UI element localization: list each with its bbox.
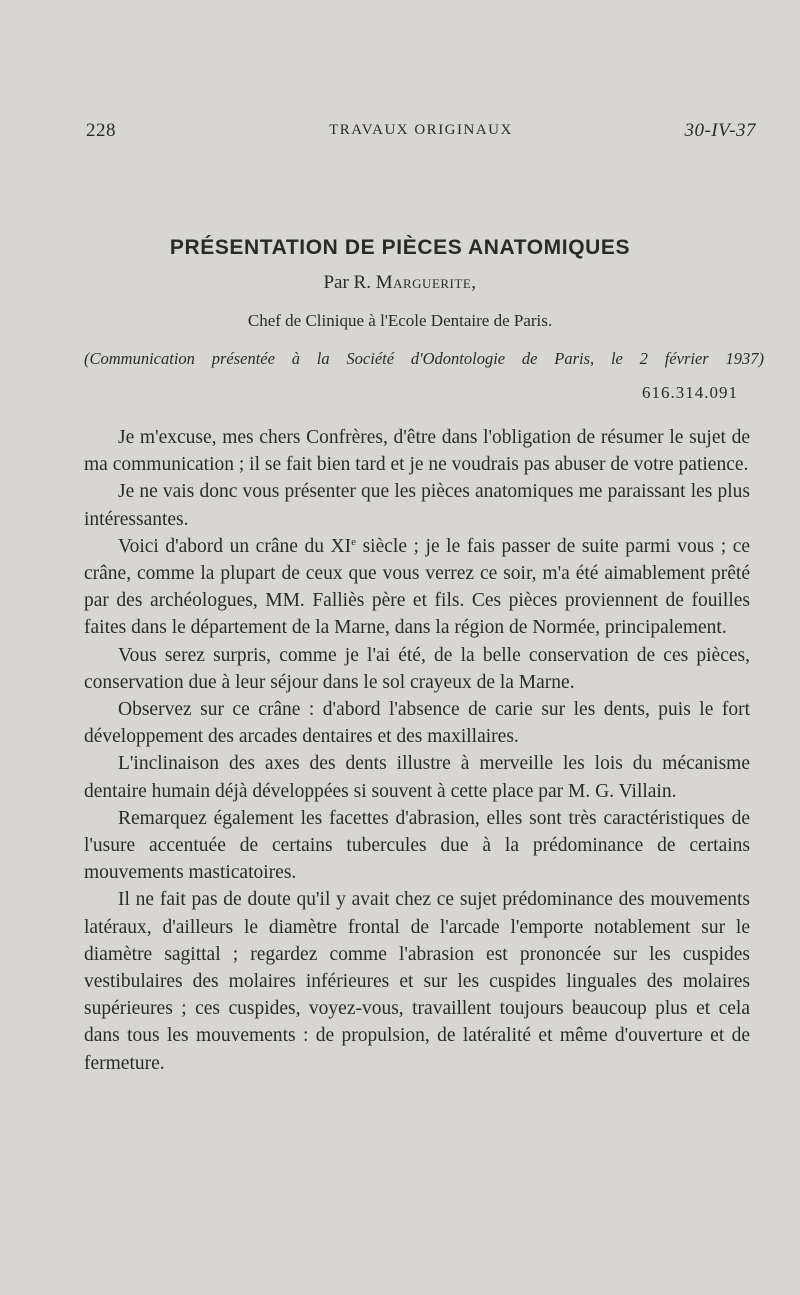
paragraph: L'inclinaison des axes des dents illustre à merveille les lois du mécanisme dentaire humain déjà développées si souvent à cette place par M. G. Villain. [84,753,750,802]
paragraph [84,533,750,642]
article-title: PRÉSENTATION DE PIÈCES ANATOMIQUES [169,236,631,259]
paragraph: Vous serez surpris, comme je l'ai été, de la belle conservation de ces pièces, conservation due à leur séjour dans le sol crayeux de la Marne. [84,644,750,693]
paragraph: Je m'excuse, mes chers Confrères, d'être dans l'obligation de résumer le sujet de ma communication ; il se fait bien tard et je ne voudrais pas abuser de votre patience. [84,427,750,476]
paragraph: Je ne vais donc vous présenter que les pièces anatomiques me paraissant les plus intéressantes. [84,481,750,530]
paragraph-rest: siècle ; je le fais passer de suite parmi vous ; ce crâne, comme la plupart de ceux que vous verrez ce soir, m'a été aimablement prêté par des archéologues, MM. Falliès père et fils. Ces pièces proviennent de fouilles faites dans le département de la Marne, dans la région de Normée, principalement. [84,535,750,639]
running-title: TRAVAUX ORIGINAUX [329,122,513,138]
page-number: 228 [86,120,116,141]
paragraph: Il ne fait pas de doute qu'il y avait chez ce sujet prédominance des mouvements latéraux, d'ailleurs le diamètre frontal de l'arcade l'emporte notablement sur le diamètre sagittal ; regardez comme l'abrasion est prononcée sur les cuspides vestibulaires des molaires inférieures et sur les cuspides linguales des molaires supérieures ; ces cuspides, voyez-vous, travaillent toujours beaucoup plus et cela dans tous les mouvements : de propulsion, de latéralité et même d'ouverture et de fermeture. [84,889,750,1074]
running-header [86,120,756,146]
author-name: Marguerite, [375,272,477,293]
author-affiliation: Chef de Clinique à l'Ecole Dentaire de Paris. [247,311,553,330]
century-superscript: e [351,535,357,548]
issue-date: 30-IV-37 [684,120,756,141]
classification-number: 616.314.091 [642,383,738,402]
paragraph: Remarquez également les facettes d'abrasion, elles sont très caractéristiques de l'usure accentuée de certains tubercules due à la prédominance de certains mouvements masticatoires. [84,807,750,884]
century-numeral: XI [330,535,352,557]
article-body [84,424,750,1077]
paragraph-start: Voici d'abord un crâne du [118,535,324,557]
paragraph: Observez sur ce crâne : d'abord l'absence de carie sur les dents, puis le fort développement des arcades dentaires et des maxillaires. [84,699,750,748]
author-prefix: Par R. [323,272,371,293]
communication-note: (Communication présentée à la Société d'Odontologie de Paris, le 2 février 1937) [84,349,764,368]
author-line [0,272,800,294]
